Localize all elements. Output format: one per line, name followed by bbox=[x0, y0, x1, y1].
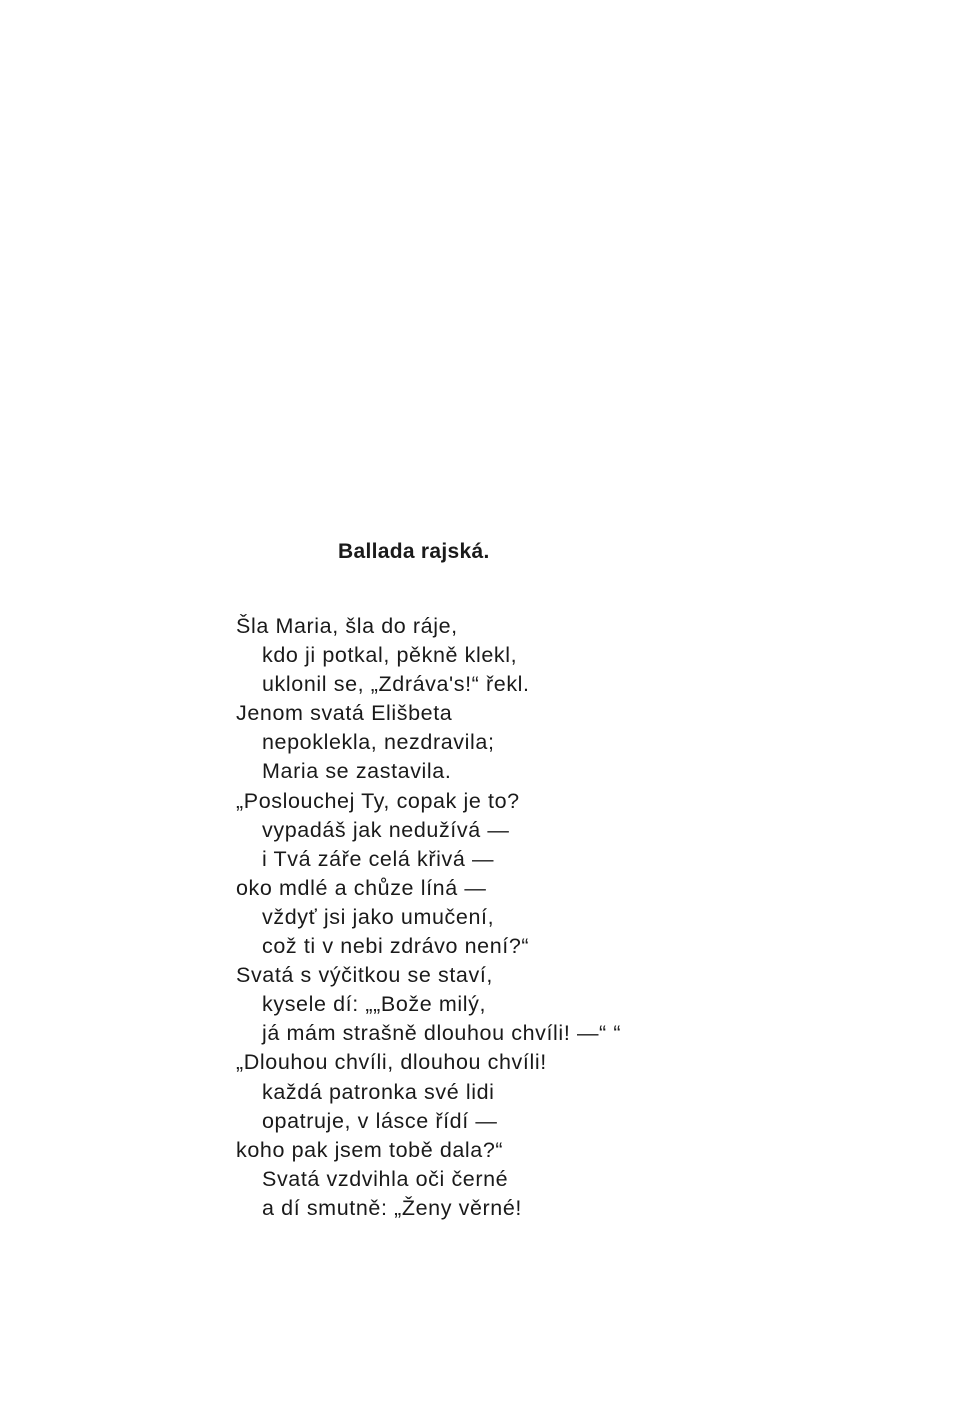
verse-line: Maria se zastavila. bbox=[262, 759, 452, 784]
verse-line: Svatá s výčitkou se staví, bbox=[236, 963, 493, 988]
verse-line: já mám strašně dlouhou chvíli! —“ “ bbox=[262, 1021, 622, 1046]
verse-line: a dí smutně: „Ženy věrné! bbox=[262, 1195, 522, 1220]
verse-line: vždyť jsi jako umučení, bbox=[262, 904, 495, 929]
poem-body bbox=[236, 612, 621, 1223]
verse-line: koho pak jsem tobě dala?“ bbox=[236, 1137, 504, 1162]
verse-line: i Tvá záře celá křivá — bbox=[262, 846, 495, 871]
verse-line: opatruje, v lásce řídí — bbox=[262, 1108, 498, 1133]
verse-line: uklonil se, „Zdráva's!“ řekl. bbox=[262, 672, 530, 697]
verse-line: kysele dí: „„Bože milý, bbox=[262, 992, 487, 1017]
verse-line: Šla Maria, šla do ráje, bbox=[236, 614, 458, 638]
verse-line: nepoklekla, nezdravila; bbox=[262, 730, 495, 755]
poem-title: Ballada rajská. bbox=[338, 540, 490, 563]
verse-line: oko mdlé a chůze líná — bbox=[236, 875, 487, 900]
verse-line: Svatá vzdvihla oči černé bbox=[262, 1166, 509, 1191]
verse-line: každá patronka své lidi bbox=[262, 1079, 495, 1104]
verse-line: kdo ji potkal, pěkně klekl, bbox=[262, 643, 518, 668]
verse-line: „Poslouchej Ty, copak je to? bbox=[236, 788, 520, 813]
verse-line: což ti v nebi zdrávo není?“ bbox=[262, 934, 530, 959]
verse-line: vypadáš jak nedužívá — bbox=[262, 817, 510, 842]
verse-line: Jenom svatá Elišbeta bbox=[236, 701, 453, 726]
verse-line: „Dlouhou chvíli, dlouhou chvíli! bbox=[236, 1050, 547, 1075]
